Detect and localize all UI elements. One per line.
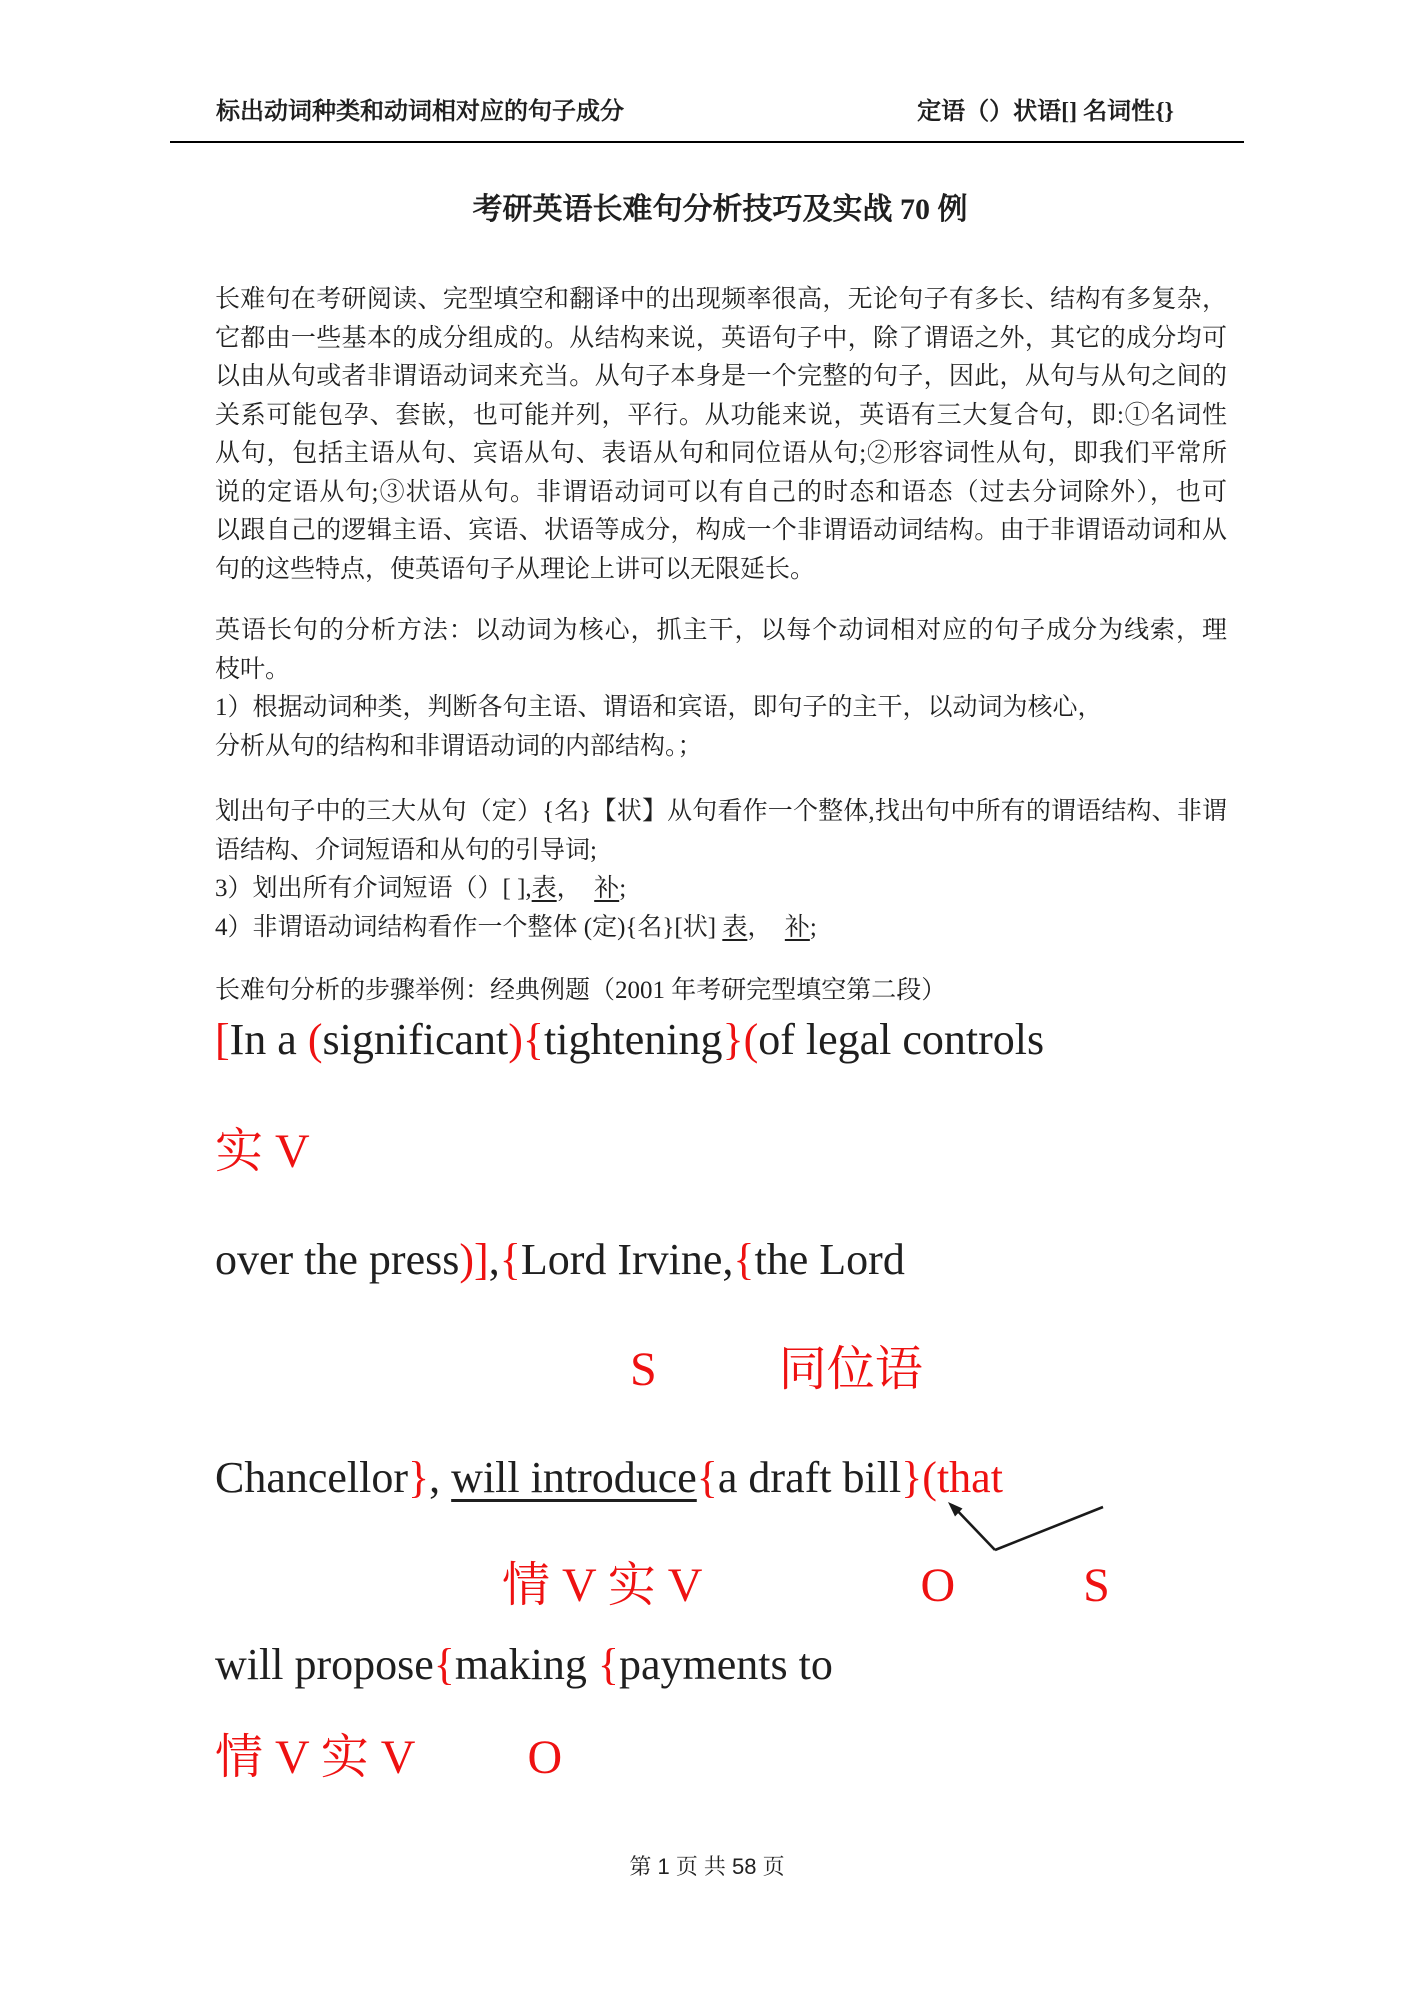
grammar-annotation-run: { (597, 1640, 619, 1689)
text-run: 关系可能包孕、套嵌，也可能并列，平行。从功能来说，英语有三大复合句，即:①名词性 (215, 401, 1227, 429)
text-line (215, 320, 1227, 359)
text-line (215, 832, 1227, 871)
grammar-annotation-run: S (630, 1343, 657, 1396)
grammar-annotation-run: )] (459, 1235, 489, 1284)
text-run: 1）根据动词种类，判断各句主语、谓语和宾语，即句子的主干，以动词为核心， (215, 694, 1103, 721)
text-line (215, 870, 1227, 909)
text-line (215, 1340, 1355, 1400)
text-line (215, 728, 1227, 767)
sentence-line-1 (215, 1012, 1355, 1067)
text-run: , (429, 1453, 452, 1502)
text-run: a draft bill (717, 1453, 902, 1502)
text-run: 以由从句或者非谓语动词来充当。从句子本身是一个完整的句子，因此，从句与从句之间的 (215, 363, 1227, 390)
grammar-annotation-run: } (408, 1453, 430, 1502)
text-line (215, 1450, 1355, 1505)
annotation-line-2 (215, 1340, 1355, 1400)
grammar-annotation-run: }( (722, 1015, 759, 1064)
header-right-label: 定语（）状语[] 名词性{} (917, 99, 1174, 125)
text-line (215, 551, 1227, 590)
text-run: 枝叶。 (215, 655, 291, 683)
text-line (215, 1232, 1355, 1287)
text-line (215, 1122, 1355, 1182)
grammar-annotation-run: [ (215, 1015, 230, 1064)
grammar-annotation-run: 情 V 实 V (502, 1559, 703, 1612)
grammar-annotation-run: { (733, 1235, 755, 1284)
text-line (215, 358, 1227, 397)
text-line (215, 435, 1227, 474)
text-line (215, 474, 1227, 513)
text-run: , (488, 1235, 500, 1284)
annotation-line-4 (215, 1728, 1355, 1788)
grammar-annotation-run: ){ (508, 1015, 545, 1064)
header-divider (170, 141, 1244, 143)
text-line (215, 612, 1227, 651)
text-run: 长难句在考研阅读、完型填空和翻译中的出现频率很高，无论句子有多长、结构有多复杂， (215, 286, 1227, 313)
text-run: 表 (722, 913, 748, 941)
text-run: 补 (784, 913, 810, 941)
text-run: 以跟自己的逻辑主语、宾语、状语等成分，构成一个非谓语动词结构。由于非谓语动词和从 (215, 517, 1227, 544)
grammar-annotation-run: 情 V 实 V (215, 1731, 416, 1784)
text-line (215, 1637, 1355, 1692)
grammar-annotation-run: ( (307, 1015, 323, 1064)
text-line (215, 1556, 1355, 1616)
text-run: 语结构、介词短语和从句的引导词; (215, 836, 597, 864)
grammar-annotation-run: { (696, 1453, 718, 1502)
text-run: will propose (215, 1640, 434, 1689)
text-run: 句的这些特点，使英语句子从理论上讲可以无限延长。 (215, 555, 816, 583)
text-line (215, 281, 1227, 320)
grammar-annotation-run: 实 V (215, 1125, 310, 1178)
text-run: ， (556, 875, 595, 902)
text-run: making (454, 1640, 598, 1689)
text-run: 4）非谓语动词结构看作一个整体 (定){名}[状] (215, 913, 723, 941)
text-run: ， (747, 913, 785, 941)
text-run: 从句，包括主语从句、宾语从句、表语从句和同位语从句;②形容词性从句，即我们平常所 (215, 440, 1227, 467)
text-line (215, 1728, 1355, 1788)
text-run: Chancellor (215, 1453, 409, 1502)
text-run: payments to (619, 1640, 833, 1689)
grammar-annotation-run: O (920, 1559, 956, 1612)
text-run: ; (809, 913, 817, 941)
grammar-annotation-run: O (527, 1731, 563, 1784)
text-line (215, 909, 1227, 948)
text-run: of legal controls (758, 1015, 1045, 1064)
paragraph-method (215, 612, 1227, 766)
text-run: ; (619, 875, 627, 902)
text-run: 表 (531, 875, 557, 902)
example-caption (215, 972, 1227, 1011)
text-run: 英语长句的分析方法：以动词为核心，抓主干，以每个动词相对应的句子成分为线索，理 (215, 617, 1227, 644)
sentence-line-2 (215, 1232, 1355, 1287)
text-run: tightening (544, 1015, 723, 1064)
grammar-annotation-run: }(that (901, 1453, 1003, 1502)
text-run: significant (322, 1015, 509, 1064)
text-run: will introduce (451, 1453, 697, 1502)
grammar-annotation-run: 同位语 (778, 1343, 923, 1396)
annotation-line-1 (215, 1122, 1355, 1182)
text-line (215, 397, 1227, 436)
text-line (215, 512, 1227, 551)
text-line (215, 689, 1227, 728)
page-header (170, 97, 1244, 127)
page-number: 第 1 页 共 58 页 (629, 1854, 785, 1879)
header-left-label: 标出动词种类和动词相对应的句子成分 (216, 99, 624, 125)
text-run: 划出句子中的三大从句（定）{名}【状】从句看作一个整体,找出句中所有的谓语结构、非谓 (215, 798, 1227, 825)
text-run: 分析从句的结构和非谓语动词的内部结构。； (215, 732, 703, 760)
text-run: over the press (215, 1235, 460, 1284)
sentence-line-4 (215, 1637, 1355, 1692)
text-line (215, 651, 1227, 690)
text-run: 补 (594, 875, 620, 902)
text-line (215, 793, 1227, 832)
annotation-line-3 (215, 1556, 1355, 1616)
text-run: the Lord (754, 1235, 905, 1284)
text-line (215, 1012, 1355, 1067)
text-run: Lord Irvine, (520, 1235, 734, 1284)
example-caption-text: 长难句分析的步骤举例：经典例题（2001 年考研完型填空第二段） (215, 977, 947, 1004)
text-run: 它都由一些基本的成分组成的。从结构来说，英语句子中，除了谓语之外，其它的成分均可 (215, 324, 1227, 352)
paragraph-steps (215, 793, 1227, 947)
text-run: In a (229, 1015, 308, 1064)
sentence-line-3 (215, 1450, 1355, 1505)
page-title: 考研英语长难句分析技巧及实战 70 例 (472, 193, 968, 226)
paragraph-intro (215, 281, 1227, 589)
grammar-annotation-run: { (499, 1235, 521, 1284)
grammar-annotation-run: S (1083, 1559, 1110, 1612)
text-run: 说的定语从句;③状语从句。非谓语动词可以有自己的时态和语态（过去分词除外），也可 (215, 478, 1227, 506)
grammar-annotation-run: { (433, 1640, 455, 1689)
text-run: 3）划出所有介词短语（）[ ], (215, 875, 532, 902)
